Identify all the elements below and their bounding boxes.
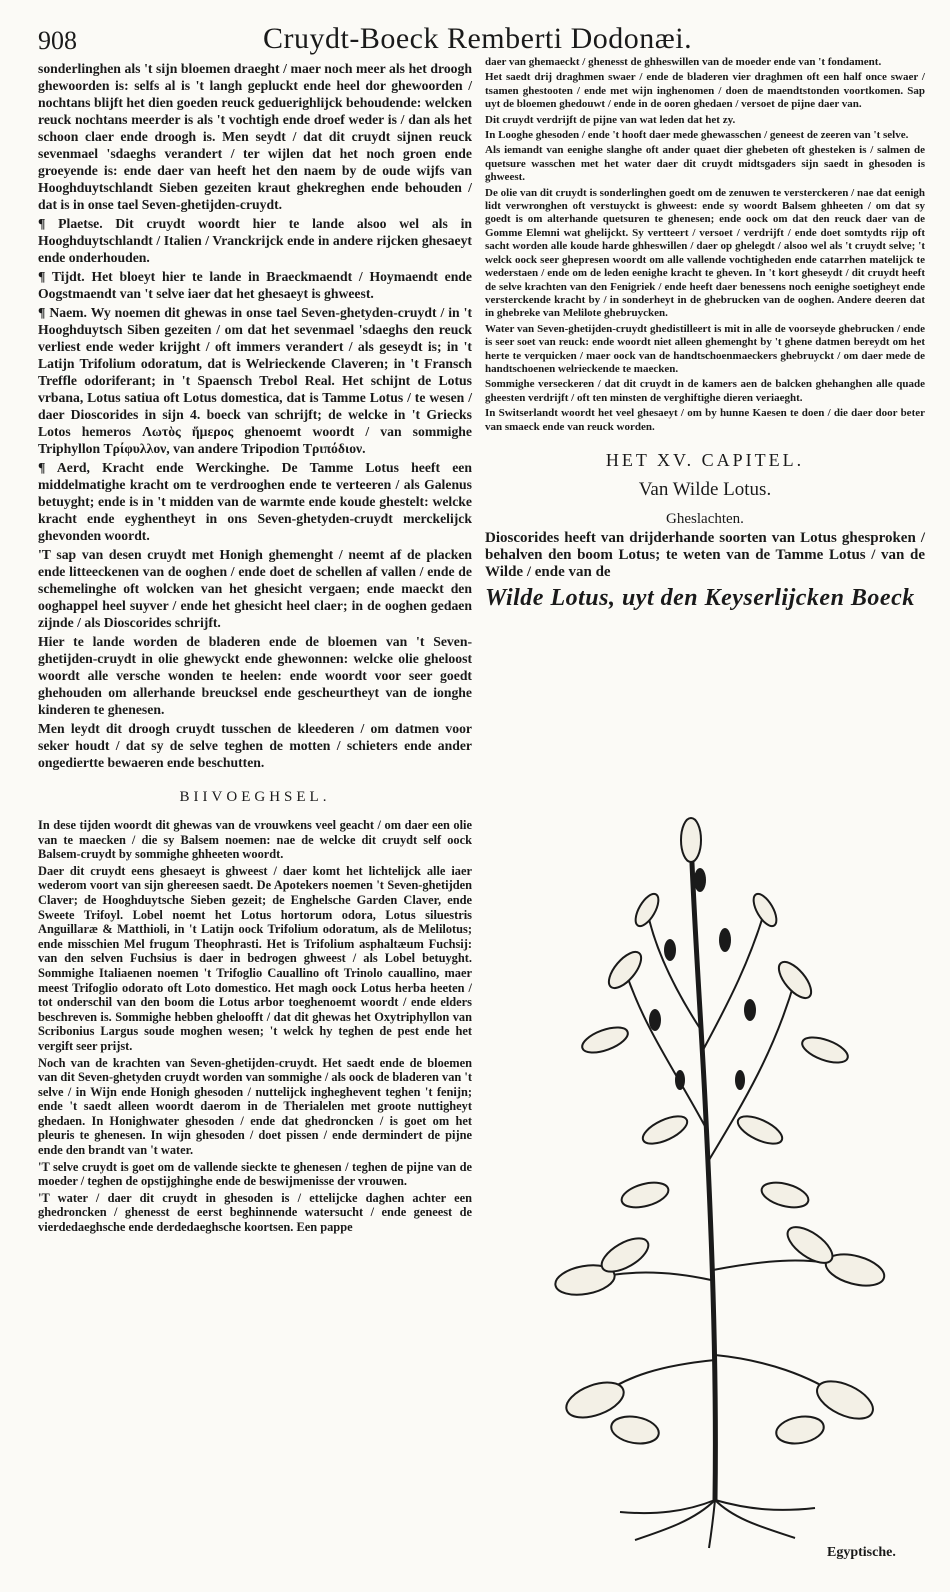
chapter-title: Van Wilde Lotus. (638, 478, 772, 500)
plant-caption: Egyptische. (827, 1545, 896, 1560)
text-paragraph: Water van Seven-ghetijden-cruydt ghedistilleert is mit in alle de voorseyde ghebrucken / ende is seer soet van reuck: ende woordt niet alleen ghemenght by 't ghene datmen bereydt om het herte te verquicken / maer oock van de handtschoenmaeckers ghebruyckt / om daer mede de handtschoenen welrieckende te maecken. (485, 322, 925, 375)
bijvoeghsel-paragraph: 'T selve cruydt is goet om de vallende sieckte te ghenesen / teghen de pijne van de moeder / teghen de opstijghinghe ende de beswijmenisse der vrouwen. (38, 1159, 472, 1189)
text-paragraph: ¶ Naem. Wy noemen dit ghewas in onse tael Seven-ghetyden-cruydt / in 't Hooghduytsch Siben gezeiten / om dat het sevenmael 'sdaeghs den reuck verliest ende weder krijght / oft immers verandert / als geseydt is; in 't Latijn Trifolium odoratum, dat is Welrieckende Claveren; in 't Fransch Treffle odoriferant; in 't Spaensch Trebol Real. Het schijnt de Lotus vrbana, Lotus satiua oft Lotus domestica, dat is Tamme Lotus / te wesen / daer Dioscorides in sijn 4. boeck van schrijft; de welcke in 't Griecks Lotos hemeros Λωτὸς ἥμερος ghenoemt woordt / van sommighe Triphyllon Τρίφυλλον, van andere Tripodion Τριπόδιον. (38, 305, 472, 456)
text-paragraph: Als iemandt van eenighe slanghe oft ander quaet dier ghebeten oft ghesteken is / salmen de quetsure wasschen met het water daer dit cruydt midtsgaders sijn saedt in ghesoden is ghweest. (485, 144, 925, 184)
text-paragraph: 'T sap van desen cruydt met Honigh ghemenght / neemt af de placken ende litteeckenen van de ooghen / ende doet de schellen af vallen / ende de schemelinghe oft wolcken van het ghesicht vergaen; ende maeckt den ooghappel heel suyver / ende het ghesicht heel claer; in de ooghen gedaen zijnde / als Dioscorides schrijft. (38, 547, 472, 630)
right-column (485, 56, 925, 612)
text-paragraph: ¶ Plaetse. Dit cruydt woordt hier te lande alsoo wel als in Hooghduytschlandt / Italien / Vranckrijck ende in andere rijcken ghesaeyt ende onderhouden. (38, 216, 472, 265)
text-paragraph: Men leydt dit droogh cruydt tusschen de kleederen / om datmen voor seker houdt / dat sy de selve teghen de motten / schieters ende ander ongediertte bewaeren ende beschutten. (38, 721, 472, 770)
page-number: 908 (38, 26, 77, 55)
text-paragraph: sonderlinghen als 't sijn bloemen draeght / maer noch meer als het droogh ghewoorden is: selfs al is 't langh gepluckt ende heel dor ghewoorden / nochtans blijft het dien goeden reuck geduerighlijck behoudende: welcken reuck nochtans meerder is als 't vochtigh ende droef weder is / dan als het schoon claer ende droogh is. Men seydt / dat dit cruydt sijnen reuck sevenmael 'sdaeghs verandert / ter wijlen dat het noch groen ende groeyende is: ende daer van heeft het den naem by de oude wijfs van Hooghduytschlandt Sieben gezeiten kraut ghekreghen ende behouden / dat is in onse tael Seven-ghetijden-cruydt. (38, 61, 472, 212)
running-title: Cruydt-Boeck Remberti Dodonæi. (263, 22, 693, 55)
text-paragraph: De olie van dit cruydt is sonderlinghen goedt om de zenuwen te versterckeren / nae dat eenigh lidt verwronghen oft verstuyckt is ghweest: ende sy woordt Balsem ghheeten / om dat sy goedt is om alterhande quetsuren te ghenesen; ende oock om dat den reuck daer van de Gomme Elemni wat ghelijckt. Sy vertteert / versoet / verdrijft / ende doet somtydts rijp oft sacht worden alle koude harde ghheswillen / daer op ghelegdt / alsoo wel als 't cruydt selve; 't welck oock seer ghepresen woordt om alle vallende vochtigheden ende catarrhen matelijck te wederstaen / ende om de leden eenighe kracht te gheven. In 't kort gheseydt / dit cruydt heeft de selve krachten van den Fenigriek / ende heeft daer benessens noch eenighe soetigheyt ende versterckende kracht by / in sonderheyt in de ghebrucken van de ooghen. Andere deeren dat in ghebreke van Melilote ghebruycken. (485, 186, 925, 320)
figure-caption: Wilde Lotus, uyt den Keyserlijcken Boeck (485, 584, 915, 611)
text-paragraph: Hier te lande worden de bladeren ende de bloemen van 't Seven-ghetijden-cruydt in olie ghewyckt ende ghewonnen: welcke olie gheloost woordt alle versche wonden te heelen: ende woordt voor seer goedt ghehouden om allerhande breucksel ende gescheurtheyt van de ionghe kinderen te ghenesen. (38, 634, 472, 717)
bijvoeghsel-paragraph: In dese tijden woordt dit ghewas van de vrouwkens veel geacht / om daer een olie van te maecken / die sy Balsem noemen: nae de welcke dit cruydt self oock Balsem-cruydt by sommighe ghheeten woordt. (38, 818, 472, 862)
text-paragraph: Dit cruydt verdrijft de pijne van wat leden dat het zy. (485, 113, 736, 126)
text-paragraph: Sommighe verseckeren / dat dit cruydt in de kamers aen de balcken ghehanghen alle quade gheesten verdrijft / oft ten minsten de verghiftighe dieren veriaeght. (485, 378, 925, 404)
left-column (38, 60, 472, 1237)
text-paragraph: In Looghe ghesoden / ende 't hooft daer mede ghewasschen / geneest de zeeren van 't selve. (485, 129, 909, 142)
text-paragraph: ¶ Tijdt. Het bloeyt hier te lande in Braeckmaendt / Hoymaendt ende Oogstmaendt van 't selve iaer dat het ghesaeyt is ghweest. (38, 269, 472, 301)
plant-woodcut-illustration (525, 800, 925, 1550)
chapter-intro: Dioscorides heeft van drijderhande soorten van Lotus ghesproken / behalven den boom Lotus; te weten van de Tamme Lotus / van de Wilde / ende van de (485, 529, 925, 580)
text-paragraph: ¶ Aerd, Kracht ende Werckinghe. De Tamme Lotus heeft een middelmatighe kracht om te verdrooghen ende te verteeren / als Galenus betuyght; ende is in 't midden van de warmte ende koude ghestelt: welcke kracht ende eyghentheyt in ons Seven-ghetyden-cruydt merckelijck ghevonden woordt. (38, 460, 472, 543)
text-paragraph: In Switserlandt woordt het veel ghesaeyt / om by hunne Kaesen te doen / die daer door beter van smaeck ende van reuck worden. (485, 407, 925, 433)
chapter-heading: HET XV. CAPITEL. (605, 449, 805, 470)
subheading: Gheslachten. (666, 510, 744, 527)
bijvoeghsel-paragraph: Daer dit cruydt eens ghesaeyt is ghweest / daer komt het lichtelijck alle iaer wederom voort van sijn ghereesen saedt. De Apotekers noemen 't Seven-ghetijden Claver; de Hooghduytsche Sieben gezeit; de Enghelsche Garden Claver, ende Sweete Trifoyl. Lobel noemt het Lotus hortorum odora, Lotus siluestris Anguillaræ & Matthioli, in 't Latijn oock Trifolium odoratum, als de Melilotus; ende misschien Mel frugum Theophrasti. Het is Trifolium asphaltæum Fuchsij: van den selven Fuchsius is daer in bedrogen ghweest / als Lobel betuyght. Sommighe Italiaenen noemen 't Trifoglio Cauallino oft Trinolo cauallino, maer meest Trifoglio odorato oft Loto domestico. Het magh oock Lotus herba heeten / tot onderschil van den boom die Lotus arbor toeghenoemt woordt / ende elders beschreven is. Sommighe hebben gheloofft / dat dit ghewas het Oxytriphyllon van Scribonius Largus soude moghen wesen; 't welck hy teghen de pest ende het vergift seer prijst. (38, 863, 472, 1053)
bijvoeghsel-paragraph: 'T water / daer dit cruydt in ghesoden is / ettelijcke daghen achter een ghedroncken / ghenesst de eerst beghinnende watersucht / ende geneest de vierdedaeghsche ende derdedaeghsche koortsen. Een pappe (38, 1190, 472, 1235)
text-paragraph: daer van ghemaeckt / ghenesst de ghheswillen van de moeder ende van 't fondament. (485, 56, 882, 68)
bijvoeghsel-paragraph: Noch van de krachten van Seven-ghetijden-cruydt. Het saedt ende de bloemen van dit Seven-ghetyden cruydt worden van sommighe / als oock de bladeren van 't selve / in Wijn ende Honigh ghesoden / nuttelijck ingheghevent teghen 't fenijn; ende 't saedt alleen woordt daerom in de Therialelen met groote nuttigheyt ghedaen. In Honighwater ghesoden / ende dat ghedroncken / is goet om het pleuris te ghenesen. In wijn ghesoden / doet pissen / ende dermindert de pijne ende den brandt van 't water. (38, 1055, 472, 1158)
bijvoeghsel-heading: BIIVOEGHSEL. (179, 789, 331, 805)
text-paragraph: Het saedt drij draghmen swaer / ende de bladeren vier draghmen oft een half once swaer / tsamen ghestooten / ende met wijn inghenomen / doen de maendtstonden voortkomen. Sap uyt de bloemen ghedouwt / ende in de ooren ghedaen / versoet de pijne daer van. (485, 71, 925, 111)
